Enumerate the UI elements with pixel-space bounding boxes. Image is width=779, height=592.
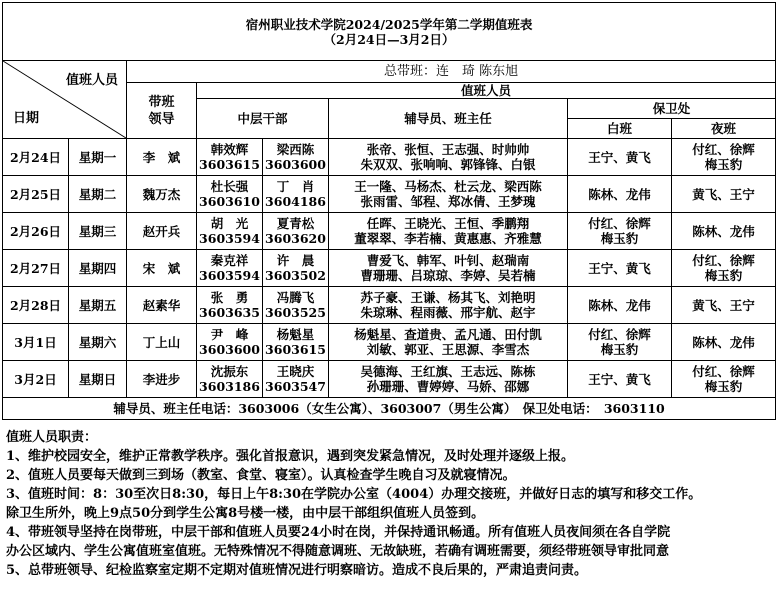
counselor-line: 苏子豪、王谦、杨其飞、刘艳明 bbox=[360, 290, 536, 305]
header-night-shift: 夜班 bbox=[672, 119, 776, 139]
counselor-line: 曹爱飞、韩军、叶钊、赵瑞南 bbox=[366, 253, 530, 268]
diagonal-header-cell bbox=[3, 61, 127, 139]
duty-roster-table bbox=[2, 2, 776, 420]
row-weekday: 星期五 bbox=[69, 287, 127, 324]
row-middle-cadre-1 bbox=[197, 250, 263, 287]
duty-item: 除卫生所外，晚上9点50分到学生公寓8号楼一楼，由中层干部组织值班人员签到。 bbox=[6, 506, 485, 521]
counselor-line: 王一隆、马杨杰、杜云龙、梁西陈 bbox=[354, 179, 542, 194]
row-counselors bbox=[329, 213, 568, 250]
row-middle-cadre-2 bbox=[263, 176, 329, 213]
cadre-phone: 3603525 bbox=[265, 305, 326, 320]
cadre-phone: 3603610 bbox=[199, 194, 260, 209]
row-night-shift bbox=[672, 139, 776, 176]
cadre-name: 张 勇 bbox=[210, 290, 249, 305]
night-line: 梅玉豹 bbox=[704, 379, 743, 394]
row-day-shift bbox=[568, 213, 672, 250]
row-date: 3月1日 bbox=[3, 324, 69, 361]
counselor-line: 孙珊珊、曹婷婷、马娇、邵娜 bbox=[366, 379, 530, 394]
counselor-line: 张帝、张恒、王志强、时帅帅 bbox=[366, 142, 530, 157]
counselor-line: 董翠翠、李若楠、黄惠惠、齐雅慧 bbox=[354, 231, 542, 246]
row-counselors bbox=[329, 324, 568, 361]
day-line: 梅玉豹 bbox=[600, 231, 639, 246]
night-line: 付红、徐辉 bbox=[692, 142, 755, 157]
counselor-line: 曹珊珊、吕琼琼、李婷、吴若楠 bbox=[360, 268, 536, 283]
row-weekday: 星期六 bbox=[69, 324, 127, 361]
counselor-line: 吴德海、王红旗、王志远、陈栋 bbox=[360, 364, 536, 379]
row-date: 2月25日 bbox=[3, 176, 69, 213]
cadre-name: 尹 峰 bbox=[210, 327, 249, 342]
row-leader: 丁上山 bbox=[127, 324, 197, 361]
row-counselors bbox=[329, 139, 568, 176]
night-line: 付红、徐辉 bbox=[692, 364, 755, 379]
row-night-shift bbox=[672, 250, 776, 287]
row-day-shift: 陈林、龙伟 bbox=[568, 176, 672, 213]
duty-item: 4、带班领导坚持在岗带班，中层干部和值班人员要24小时在岗，并保持通讯畅通。所有值班人员夜间须在各自学院 bbox=[6, 525, 671, 540]
header-duty-staff-group: 值班人员 bbox=[197, 83, 776, 99]
row-leader: 李进步 bbox=[127, 361, 197, 398]
title-line-2: （2月24日—3月2日） bbox=[323, 31, 455, 47]
day-line: 付红、徐辉 bbox=[588, 216, 651, 231]
header-leader bbox=[127, 83, 197, 139]
row-weekday: 星期二 bbox=[69, 176, 127, 213]
table-row bbox=[3, 324, 776, 361]
cadre-name: 梁西陈 bbox=[276, 142, 315, 157]
cadre-name: 杨魁星 bbox=[276, 327, 315, 342]
general-lead-cell bbox=[127, 61, 776, 83]
row-night-shift: 陈林、龙伟 bbox=[672, 324, 776, 361]
counselor-line: 朱双双、张响响、郭锋锋、白银 bbox=[360, 157, 536, 172]
row-date: 2月28日 bbox=[3, 287, 69, 324]
table-row bbox=[3, 213, 776, 250]
row-night-shift bbox=[672, 361, 776, 398]
table-title bbox=[3, 3, 776, 61]
row-day-shift: 王宁、黄飞 bbox=[568, 139, 672, 176]
row-day-shift bbox=[568, 324, 672, 361]
row-night-shift: 黄飞、王宁 bbox=[672, 287, 776, 324]
row-leader: 赵素华 bbox=[127, 287, 197, 324]
row-night-shift: 黄飞、王宁 bbox=[672, 176, 776, 213]
cadre-name: 冯腾飞 bbox=[276, 290, 315, 305]
row-day-shift: 陈林、龙伟 bbox=[568, 287, 672, 324]
row-middle-cadre-1 bbox=[197, 324, 263, 361]
duties-heading: 值班人员职责： bbox=[6, 430, 98, 445]
day-line: 付红、徐辉 bbox=[588, 327, 651, 342]
header-date: 日期 bbox=[13, 111, 40, 126]
row-counselors bbox=[329, 361, 568, 398]
table-row bbox=[3, 250, 776, 287]
cadre-phone: 3604186 bbox=[265, 194, 326, 209]
row-date: 2月27日 bbox=[3, 250, 69, 287]
duty-item: 5、总带班领导、纪检监察室定期不定期对值班情况进行明察暗访。造成不良后果的，严肃追责问责。 bbox=[6, 563, 588, 578]
header-middle-cadre: 中层干部 bbox=[197, 99, 329, 139]
row-weekday: 星期三 bbox=[69, 213, 127, 250]
cadre-name: 沈振东 bbox=[210, 364, 249, 379]
row-weekday: 星期一 bbox=[69, 139, 127, 176]
cadre-name: 韩效辉 bbox=[210, 142, 249, 157]
day-line: 梅玉豹 bbox=[600, 342, 639, 357]
title-line-1: 宿州职业技术学院2024/2025学年第二学期值班表 bbox=[245, 16, 533, 32]
cadre-name: 胡 光 bbox=[210, 216, 249, 231]
row-weekday: 星期四 bbox=[69, 250, 127, 287]
cadre-name: 许 晨 bbox=[276, 253, 315, 268]
duty-item: 1、维护校园安全，维护正常教学秩序。强化首报意识，遇到突发紧急情况，及时处理并逐级上报。 bbox=[6, 449, 575, 464]
row-counselors bbox=[329, 287, 568, 324]
night-line: 付红、徐辉 bbox=[692, 253, 755, 268]
header-duty-staff: 值班人员 bbox=[65, 73, 118, 88]
cadre-phone: 3603594 bbox=[199, 268, 260, 283]
cadre-phone: 3603502 bbox=[265, 268, 326, 283]
table-row bbox=[3, 361, 776, 398]
cadre-name: 王晓庆 bbox=[276, 364, 315, 379]
cadre-name: 杜长强 bbox=[210, 179, 249, 194]
row-leader: 宋 斌 bbox=[127, 250, 197, 287]
general-lead-label: 总带班： bbox=[383, 64, 436, 79]
cadre-phone: 3603635 bbox=[199, 305, 260, 320]
cadre-phone: 3603594 bbox=[199, 231, 260, 246]
footer-phones: 辅导员、班主任电话：3603006（女生公寓）、3603007（男生公寓） 保卫处电话： 3603110 bbox=[3, 398, 776, 420]
row-counselors bbox=[329, 250, 568, 287]
row-leader: 魏万杰 bbox=[127, 176, 197, 213]
row-leader: 赵开兵 bbox=[127, 213, 197, 250]
duty-responsibilities bbox=[6, 428, 776, 580]
table-row bbox=[3, 176, 776, 213]
row-middle-cadre-2 bbox=[263, 361, 329, 398]
cadre-phone: 3603547 bbox=[265, 379, 326, 394]
row-date: 2月24日 bbox=[3, 139, 69, 176]
counselor-line: 任晖、王晓光、王恒、季鹏翔 bbox=[366, 216, 530, 231]
cadre-name: 丁 肖 bbox=[276, 179, 315, 194]
row-counselors bbox=[329, 176, 568, 213]
row-middle-cadre-1 bbox=[197, 361, 263, 398]
row-middle-cadre-1 bbox=[197, 287, 263, 324]
row-middle-cadre-2 bbox=[263, 139, 329, 176]
cadre-phone: 3603615 bbox=[265, 342, 326, 357]
cadre-phone: 3603600 bbox=[265, 157, 326, 172]
cadre-phone: 3603600 bbox=[199, 342, 260, 357]
cadre-name: 秦克祥 bbox=[210, 253, 249, 268]
row-day-shift: 王宁、黄飞 bbox=[568, 361, 672, 398]
counselor-line: 杨魁星、查道贵、孟凡通、田付凯 bbox=[354, 327, 542, 342]
duty-item: 2、值班人员要每天做到三到场（教室、食堂、寝室）。认真检查学生晚自习及就寝情况。 bbox=[6, 468, 516, 483]
table-row bbox=[3, 139, 776, 176]
row-night-shift: 陈林、龙伟 bbox=[672, 213, 776, 250]
cadre-phone: 3603620 bbox=[265, 231, 326, 246]
duty-item: 办公区域内、学生公寓值班室值班。无特殊情况不得随意调班、无故缺班，若确有调班需要，须经带班领导审批同意 bbox=[6, 544, 670, 559]
header-security: 保卫处 bbox=[568, 99, 776, 119]
night-line: 梅玉豹 bbox=[704, 268, 743, 283]
row-middle-cadre-1 bbox=[197, 139, 263, 176]
counselor-line: 朱琼琳、程雨薇、邢宇航、赵宇 bbox=[360, 305, 536, 320]
row-middle-cadre-2 bbox=[263, 324, 329, 361]
table-row bbox=[3, 287, 776, 324]
header-counselor: 辅导员、班主任 bbox=[329, 99, 568, 139]
row-middle-cadre-1 bbox=[197, 213, 263, 250]
general-lead-names: 连 琦 陈东旭 bbox=[435, 64, 519, 79]
duty-item: 3、值班时间：8：30至次日8:30，每日上午8:30在学院办公室（4004）办理交接班，并做好日志的填写和移交工作。 bbox=[6, 487, 702, 502]
header-day-shift: 白班 bbox=[568, 119, 672, 139]
row-date: 2月26日 bbox=[3, 213, 69, 250]
cadre-phone: 3603615 bbox=[199, 157, 260, 172]
counselor-line: 刘敏、郭亚、王思源、李雪杰 bbox=[366, 342, 530, 357]
cadre-name: 夏青松 bbox=[276, 216, 315, 231]
row-middle-cadre-2 bbox=[263, 250, 329, 287]
row-middle-cadre-2 bbox=[263, 287, 329, 324]
night-line: 梅玉豹 bbox=[704, 157, 743, 172]
row-day-shift: 王宁、黄飞 bbox=[568, 250, 672, 287]
row-leader: 李 斌 bbox=[127, 139, 197, 176]
header-leader-text: 带班领导 bbox=[148, 94, 175, 127]
counselor-line: 张雨雷、邹程、郑冰倩、王梦瑰 bbox=[360, 194, 536, 209]
row-middle-cadre-1 bbox=[197, 176, 263, 213]
row-date: 3月2日 bbox=[3, 361, 69, 398]
cadre-phone: 3603186 bbox=[199, 379, 260, 394]
row-weekday: 星期日 bbox=[69, 361, 127, 398]
row-middle-cadre-2 bbox=[263, 213, 329, 250]
